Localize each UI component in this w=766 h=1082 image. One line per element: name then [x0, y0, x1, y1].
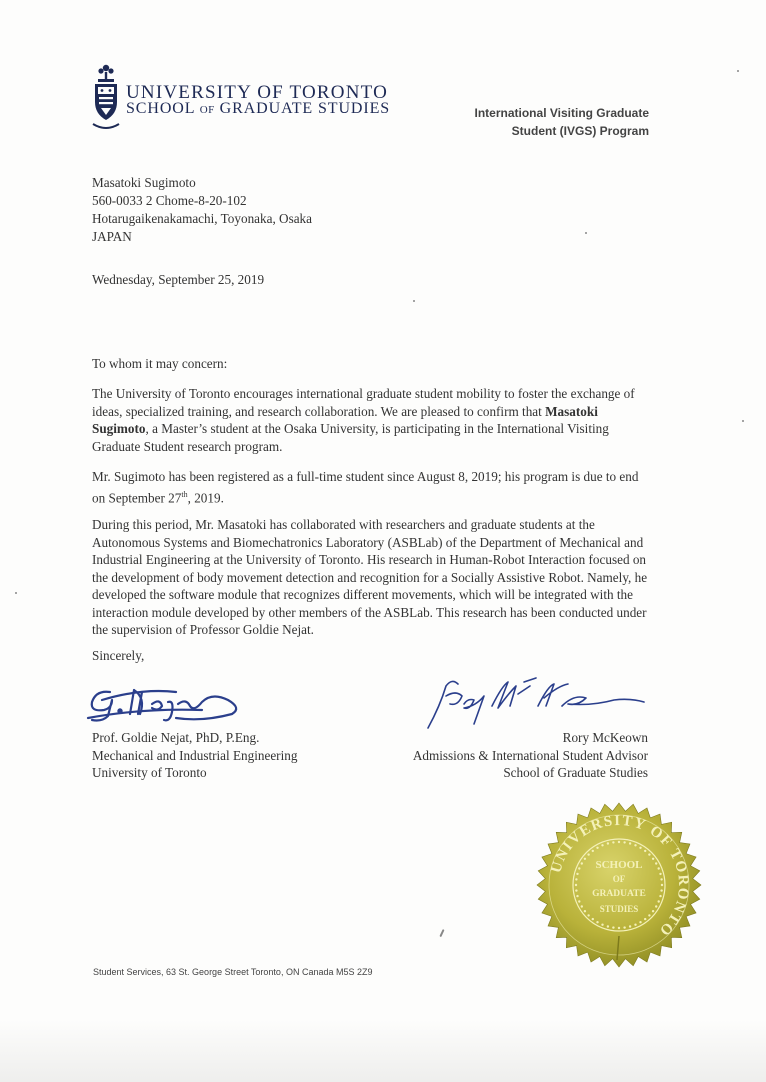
- seal-dot: [584, 910, 586, 912]
- seal-dot: [576, 895, 578, 897]
- seal-dot: [652, 858, 654, 860]
- ordinal-superscript: th: [181, 489, 188, 499]
- university-name: UNIVERSITY OF TORONTO: [126, 82, 389, 103]
- seal-center-line-4: STUDIES: [599, 904, 639, 914]
- seal-dot: [660, 889, 662, 891]
- school-name-part2: GRADUATE STUDIES: [214, 100, 391, 117]
- seal-dot: [581, 905, 583, 907]
- seal-dot: [648, 853, 650, 855]
- seal-dot: [596, 921, 598, 923]
- seal-dot: [629, 842, 631, 844]
- letter-date: Wednesday, September 25, 2019: [92, 272, 265, 287]
- paragraph-2-before: Mr. Sugimoto has been registered as a full-time student since August 8, 2019; his program is due to end on September 27: [92, 469, 639, 505]
- recipient-name: Masatoki Sugimoto: [92, 175, 196, 190]
- seal-dot: [618, 927, 620, 929]
- paragraph-3: During this period, Mr. Masatoki has collaborated with researchers and graduate students at the Autonomous Systems and Biomechatronics Laboratory (ASBLab) of the Department of Mechanical and Industrial Engineering at the University of Toronto. His research in Human-Robot Interaction focused on the development of body movement detection and recognition for a Socially Assistive Robot. Namely, he developed the software module that recognizes different movements, which will be integrated with the interaction module developed by other members of the ASBLab. This research has been conducted under the supervision of Professor Goldie Nejat.: [92, 517, 648, 637]
- paragraph-2-after: , 2019.: [187, 489, 224, 505]
- program-line-1: International Visiting Graduate: [474, 106, 649, 120]
- seal-dot: [655, 905, 657, 907]
- seal-dot: [578, 867, 580, 869]
- scan-speck: [15, 592, 17, 594]
- paragraph-2: [92, 468, 652, 506]
- seal-dot: [592, 850, 594, 852]
- seal-dot: [576, 873, 578, 875]
- school-seal: [536, 800, 702, 970]
- program-line-2: Student (IVGS) Program: [511, 124, 649, 138]
- signer-left-department: Mechanical and Industrial Engineering: [92, 747, 298, 763]
- school-name-of: OF: [199, 104, 215, 116]
- seal-dot: [661, 884, 663, 886]
- signature-left: [82, 678, 262, 726]
- seal-dot: [644, 850, 646, 852]
- seal-dot: [612, 841, 614, 843]
- signer-left-organization: University of Toronto: [92, 765, 207, 780]
- program-name: [409, 104, 649, 140]
- seal-dot: [652, 910, 654, 912]
- seal-dot: [587, 853, 589, 855]
- seal-dot: [644, 918, 646, 920]
- seal-dot: [660, 878, 662, 880]
- closing: Sincerely,: [92, 648, 145, 663]
- seal-dot: [639, 847, 641, 849]
- scan-shadow: [0, 1020, 766, 1082]
- paragraph-1-before: The University of Toronto encourages international graduate student mobility to foster the exchange of ideas, specialized training, and research collaboration. We are pleased to confirm that: [92, 386, 635, 419]
- signer-right: [413, 729, 648, 782]
- seal-dot: [581, 862, 583, 864]
- seal-dot: [601, 924, 603, 926]
- recipient-country: JAPAN: [92, 229, 132, 244]
- seal-dot: [575, 884, 577, 886]
- seal-dot: [658, 900, 660, 902]
- seal-dot: [634, 844, 636, 846]
- seal-dot: [639, 921, 641, 923]
- signer-left: [92, 729, 297, 782]
- seal-dot: [587, 914, 589, 916]
- seal-dot: [659, 873, 661, 875]
- paragraph-1: [92, 385, 652, 455]
- recipient-address: [92, 174, 312, 246]
- seal-dot: [648, 914, 650, 916]
- school-name-part1: SCHOOL: [126, 100, 200, 117]
- seal-center-line-2: OF: [612, 874, 626, 884]
- seal-dot: [634, 924, 636, 926]
- seal-dot: [659, 895, 661, 897]
- seal-dot: [596, 847, 598, 849]
- salutation: To whom it may concern:: [92, 356, 228, 371]
- recipient-address-line-1: 560-0033 2 Chome-8-20-102: [92, 193, 247, 208]
- signer-right-name: Rory McKeown: [562, 730, 648, 745]
- seal-dot: [601, 844, 603, 846]
- seal-ring-text: UNIVERSITY OF TORONTO: [548, 812, 692, 940]
- seal-dot: [584, 858, 586, 860]
- seal-dot: [578, 900, 580, 902]
- recipient-address-line-2: Hotarugaikenakamachi, Toyonaka, Osaka: [92, 211, 313, 226]
- signer-right-title: Admissions & International Student Advisor: [412, 747, 648, 763]
- signature-right: [418, 676, 648, 732]
- seal-dot: [607, 842, 609, 844]
- seal-center-line-3: GRADUATE: [592, 889, 646, 899]
- footer-address: Student Services, 63 St. George Street Toronto, ON Canada M5S 2Z9: [93, 967, 373, 977]
- scan-speck: [742, 420, 744, 422]
- student-name-bold: Masatoki Sugimoto: [92, 403, 598, 436]
- seal-dot: [618, 841, 620, 843]
- seal-dot: [655, 862, 657, 864]
- seal-dot: [623, 841, 625, 843]
- seal-dot: [612, 926, 614, 928]
- seal-dot: [658, 867, 660, 869]
- seal-dot: [575, 889, 577, 891]
- signer-right-organization: School of Graduate Studies: [503, 765, 648, 780]
- school-name: [126, 100, 390, 118]
- scan-speck: [413, 300, 415, 302]
- paragraph-1-after: , a Master’s student at the Osaka University, is participating in the International Visiting Graduate Student research program.: [92, 421, 609, 454]
- signer-left-name: Prof. Goldie Nejat, PhD, P.Eng.: [92, 730, 260, 745]
- seal-center-line-1: SCHOOL: [595, 859, 643, 871]
- seal-dot: [623, 926, 625, 928]
- scan-speck: [737, 70, 739, 72]
- scan-speck: [439, 929, 444, 937]
- scan-speck: [585, 232, 587, 234]
- university-crest-icon: [92, 62, 120, 138]
- seal-dot: [629, 925, 631, 927]
- seal-dot: [592, 918, 594, 920]
- seal-dot: [575, 878, 577, 880]
- seal-dot: [607, 925, 609, 927]
